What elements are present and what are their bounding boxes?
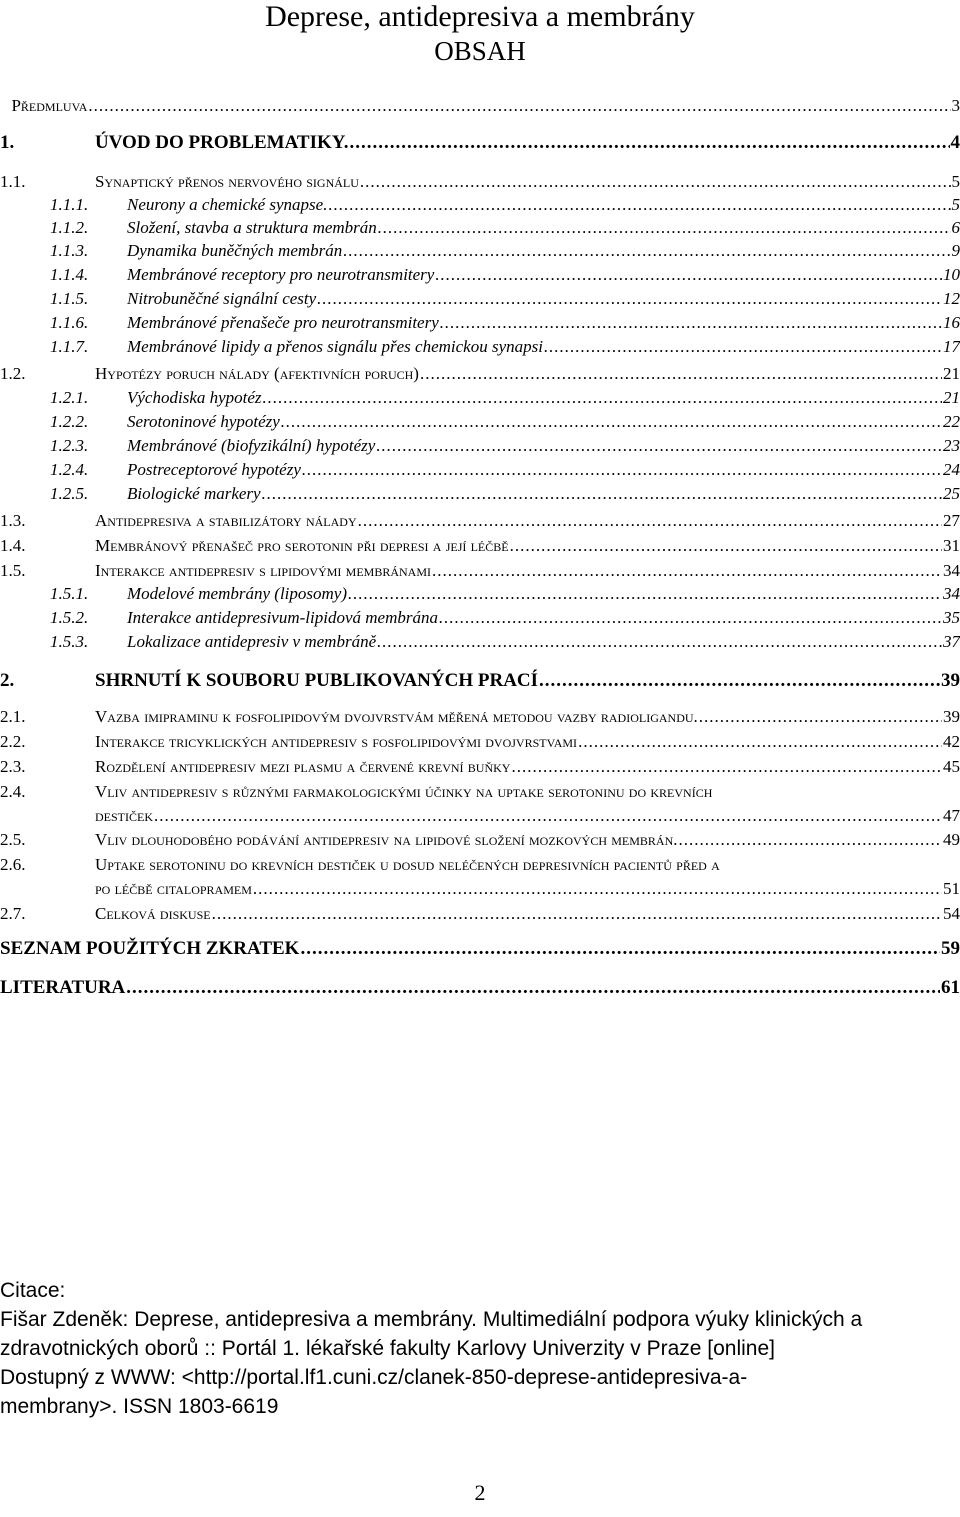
toc-entry-number: 1.2.5.: [50, 484, 89, 503]
toc-entry-title: Postreceptorové hypotézy: [127, 460, 301, 479]
toc-entry-page: 34: [943, 584, 960, 603]
toc-entry-page: 37: [943, 632, 960, 651]
toc-entry-number: 1.4.: [0, 536, 26, 555]
toc-entry-title: destiček: [95, 806, 153, 825]
toc-entry[interactable]: [50, 265, 960, 285]
toc-entry[interactable]: [50, 436, 960, 456]
toc-entry-page: 10: [943, 265, 960, 284]
toc-leader-dots: [348, 584, 942, 604]
toc-entry-page: 42: [943, 732, 960, 751]
toc-entry-page: 39: [941, 670, 960, 691]
toc-entry-title: Rozdělení antidepresiv mezi plasmu a červené krevní buňky: [95, 757, 511, 776]
document-title: Deprese, antidepresiva a membrány: [265, 0, 695, 33]
toc-entry-number: 1.5.3.: [50, 632, 89, 651]
toc-leader-dots: [439, 608, 942, 628]
toc-entry-title: Membránové (biofyzikální) hypotézy: [127, 436, 376, 455]
toc-leader-dots: [212, 904, 942, 924]
toc-leader-dots: [377, 632, 942, 652]
toc-entry-title: Interakce tricyklických antidepresiv s fosfolipidovými dvojvrstvami: [95, 732, 578, 751]
toc-entry-title: po léčbě citalopramem: [95, 879, 252, 898]
toc-entry-page: 59: [941, 938, 960, 959]
toc-leader-dots: [432, 561, 942, 581]
toc-entry[interactable]: [0, 782, 960, 802]
toc-entry-title: Serotoninové hypotézy: [127, 412, 280, 431]
toc-entry-page: 39: [943, 707, 960, 726]
toc-entry-page: 23: [943, 436, 960, 455]
toc-entry-title: Východiska hypotéz: [127, 388, 262, 407]
toc-entry-page: 35: [943, 608, 960, 627]
toc-entry[interactable]: [0, 904, 960, 924]
toc-entry-number: 1.1.5.: [50, 289, 89, 308]
toc-entry[interactable]: [0, 855, 960, 875]
toc-entry-number: 1.: [0, 132, 15, 153]
toc-entry-title: SEZNAM POUŽITÝCH ZKRATEK: [0, 938, 300, 959]
toc-entry-number: 1.1.2.: [50, 218, 89, 237]
citation-line: Fišar Zdeněk: Deprese, antidepresiva a membrány. Multimediální podpora výuky klinických a: [0, 1308, 863, 1331]
toc-entry[interactable]: [0, 707, 960, 727]
toc-entry[interactable]: [50, 412, 960, 432]
toc-entry-page: 27: [943, 511, 960, 530]
toc-entry[interactable]: [0, 511, 960, 531]
toc-entry-title: Neurony a chemické synapse.: [127, 195, 328, 214]
toc-entry-page: 25: [943, 484, 960, 503]
toc-entry[interactable]: [0, 172, 960, 192]
toc-entry-page: 22: [943, 412, 960, 431]
toc-entry-number: 1.2.1.: [50, 388, 89, 407]
toc-entry-number: 1.1.4.: [50, 265, 89, 284]
toc-entry-page: 21: [943, 388, 960, 407]
toc-leader-dots: [262, 484, 942, 504]
toc-entry-page: 4: [950, 132, 960, 153]
toc-leader-dots: [358, 511, 942, 531]
page-number: 2: [474, 1480, 486, 1505]
toc-leader-dots: [578, 732, 942, 752]
toc-leader-dots: [253, 879, 942, 899]
toc-entry-title: Biologické markery: [127, 484, 261, 503]
toc-entry-number: 2.1.: [0, 707, 26, 726]
toc-entry[interactable]: [50, 337, 960, 357]
toc-entry[interactable]: [50, 218, 960, 238]
toc-entry[interactable]: [0, 536, 960, 556]
toc-entry-number: 1.1.7.: [50, 337, 89, 356]
toc-entry-number: 2.4.: [0, 782, 26, 801]
toc-entry-page: 3: [951, 96, 960, 115]
toc-entry-page: 51: [943, 879, 960, 898]
citation-line: zdravotnických oborů :: Portál 1. lékařské fakulty Karlovy Univerzity v Praze [online]: [0, 1337, 775, 1360]
toc-leader-dots: [511, 757, 942, 777]
toc-leader-dots: [539, 670, 940, 692]
toc-leader-dots: [420, 364, 942, 384]
toc-entry-title: Vliv antidepresiv s různými farmakologickými účinky na uptake serotoninu do krevních: [95, 782, 713, 801]
toc-leader-dots: [343, 241, 950, 261]
toc-entry[interactable]: [0, 670, 960, 692]
toc-entry-number: 1.3.: [0, 511, 26, 530]
toc-entry-page: 12: [943, 289, 960, 308]
toc-entry-title: Lokalizace antidepresiv v membráně: [127, 632, 377, 651]
toc-entry-title: Uptake serotoninu do krevních destiček u dosud neléčených depresivních pacientů před a: [95, 855, 720, 874]
toc-heading: OBSAH: [434, 36, 526, 66]
toc-entry-title: Modelové membrány (liposomy): [127, 584, 347, 603]
toc-entry-page: 9: [951, 241, 960, 260]
toc-entry-title: Předmluva: [11, 96, 88, 115]
toc-entry-title: Celková diskuse: [95, 904, 211, 923]
toc-leader-dots: [263, 388, 942, 408]
toc-entry-page: 54: [943, 904, 960, 923]
toc-entry-page: 34: [943, 561, 960, 580]
toc-entry-number: 2.6.: [0, 855, 26, 874]
toc-leader-dots: [376, 436, 942, 456]
toc-entry[interactable]: [50, 632, 960, 652]
toc-entry-number: 2.: [0, 670, 15, 691]
toc-entry-number: 2.3.: [0, 757, 26, 776]
toc-entry-page: 31: [943, 536, 960, 555]
toc-entry-title: LITERATURA: [0, 977, 126, 998]
toc-entry-title: Hypotézy poruch nálady (afektivních poruch): [95, 364, 419, 383]
toc-entry-title: Vliv dlouhodobého podávání antidepresiv na lipidové složení mozkových membrán.: [95, 830, 678, 849]
toc-entry-page: 47: [943, 806, 960, 825]
toc-leader-dots: [328, 195, 950, 215]
toc-entry-title: Membránový přenašeč pro serotonin při depresi a její léčbě: [95, 536, 509, 555]
toc-entry-page: 17: [943, 337, 960, 356]
toc-entry[interactable]: [0, 757, 960, 777]
toc-entry[interactable]: [50, 460, 960, 480]
toc-entry[interactable]: [50, 388, 960, 408]
toc-leader-dots: [510, 536, 942, 556]
toc-entry-page: 24: [943, 460, 960, 479]
toc-entry[interactable]: [0, 732, 960, 752]
toc-entry-number: 1.5.: [0, 561, 26, 580]
toc-entry[interactable]: [50, 608, 960, 628]
toc-leader-dots: [317, 289, 942, 309]
toc-entry-title: Membránové receptory pro neurotransmitery: [127, 265, 435, 284]
toc-entry-page: 49: [943, 830, 960, 849]
toc-entry-title: Nitrobuněčné signální cesty: [127, 289, 317, 308]
toc-entry-title: Membránové lipidy a přenos signálu přes chemickou synapsi: [127, 337, 543, 356]
toc-entry[interactable]: [0, 561, 960, 581]
toc-leader-dots: [360, 172, 951, 192]
toc-entry-page: 16: [943, 313, 960, 332]
toc-leader-dots: [300, 938, 940, 960]
toc-entry[interactable]: [0, 132, 960, 154]
citation-line: Dostupný z WWW: <http://portal.lf1.cuni.cz/clanek-850-deprese-antidepresiva-a-: [0, 1366, 748, 1389]
toc-entry[interactable]: [50, 584, 960, 604]
toc-entry-title: Synaptický přenos nervového signálu: [95, 172, 359, 191]
toc-leader-dots: [88, 96, 950, 116]
toc-entry[interactable]: [50, 195, 960, 215]
toc-entry[interactable]: [0, 96, 960, 116]
toc-entry-number: 1.1.1.: [50, 195, 89, 214]
toc-entry-number: 1.1.: [0, 172, 26, 191]
toc-entry-page: 21: [943, 364, 960, 383]
toc-entry-continuation[interactable]: [95, 879, 960, 899]
toc-leader-dots: [281, 412, 942, 432]
toc-entry-page: 61: [941, 977, 960, 998]
toc-leader-dots: [435, 265, 942, 285]
toc-entry-title: Membránové přenašeče pro neurotransmitery: [127, 313, 439, 332]
toc-entry[interactable]: [50, 289, 960, 309]
toc-entry-page: 5: [951, 195, 960, 214]
toc-entry[interactable]: [0, 364, 960, 384]
toc-entry-number: 2.2.: [0, 732, 26, 751]
toc-entry[interactable]: [50, 241, 960, 261]
toc-leader-dots: [126, 977, 940, 999]
toc-entry-title: Dynamika buněčných membrán: [127, 241, 343, 260]
toc-entry-number: 1.2.4.: [50, 460, 89, 479]
toc-leader-dots: [350, 132, 950, 154]
toc-entry[interactable]: [50, 313, 960, 333]
toc-entry-title: Antidepresiva a stabilizátory nálady: [95, 511, 357, 530]
toc-entry[interactable]: [50, 484, 960, 504]
toc-leader-dots: [679, 830, 943, 850]
toc-entry-title: Vazba imipraminu k fosfolipidovým dvojvrstvám měřená metodou vazby radioligandu.: [95, 707, 698, 726]
toc-entry-page: 5: [951, 172, 960, 191]
toc-entry-number: 2.5.: [0, 830, 26, 849]
toc-leader-dots: [378, 218, 951, 238]
toc-entry-title: ÚVOD DO PROBLEMATIKY.: [95, 132, 349, 153]
toc-entry-number: 1.5.2.: [50, 608, 89, 627]
toc-entry-number: 1.2.: [0, 364, 26, 383]
toc-entry-number: 1.5.1.: [50, 584, 89, 603]
toc-entry[interactable]: [0, 977, 960, 999]
toc-entry-continuation[interactable]: [95, 806, 960, 826]
toc-leader-dots: [154, 806, 942, 826]
citation-line: membrany>. ISSN 1803-6619: [0, 1395, 279, 1418]
toc-entry-page: 45: [943, 757, 960, 776]
toc-entry-number: 2.7.: [0, 904, 26, 923]
toc-entry[interactable]: [0, 830, 960, 850]
toc-entry-title: Složení, stavba a struktura membrán: [127, 218, 377, 237]
toc-entry-page: 6: [951, 218, 960, 237]
toc-entry-number: 1.1.6.: [50, 313, 89, 332]
toc-entry-title: Interakce antidepresivum-lipidová membrána: [127, 608, 438, 627]
toc-entry-title: SHRNUTÍ K SOUBORU PUBLIKOVANÝCH PRACÍ: [95, 670, 539, 691]
toc-entry-number: 1.1.3.: [50, 241, 89, 260]
toc-entry[interactable]: [0, 938, 960, 960]
toc-entry-number: 1.2.2.: [50, 412, 89, 431]
toc-leader-dots: [699, 707, 942, 727]
toc-leader-dots: [302, 460, 942, 480]
toc-entry-number: 1.2.3.: [50, 436, 89, 455]
citation-label: Citace:: [0, 1279, 66, 1302]
toc-entry-title: Interakce antidepresiv s lipidovými membránami: [95, 561, 431, 580]
toc-leader-dots: [544, 337, 942, 357]
toc-leader-dots: [440, 313, 942, 333]
